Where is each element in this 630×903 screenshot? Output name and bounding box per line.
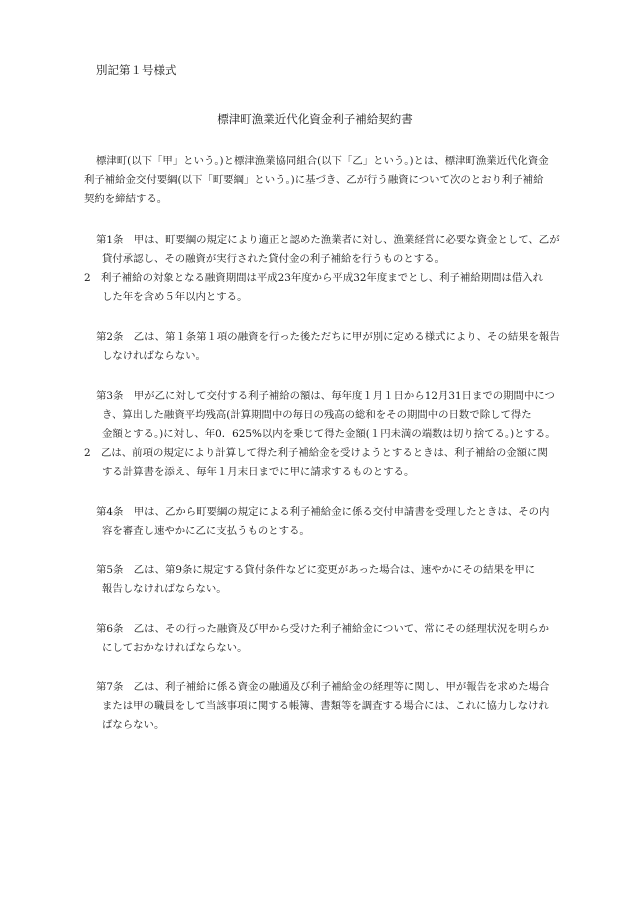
preamble-line: 契約を締結する。	[84, 193, 168, 205]
article-3	[84, 387, 574, 482]
article-4-line: 容を審査し速やかに乙に支払うものとする。	[102, 525, 310, 537]
article-1-line: 第1条 甲は、町要綱の規定により適正と認めた漁業者に対し、漁業経営に必要な資金として、乙が	[96, 234, 560, 246]
article-1-line: した年を含め５年以内とする。	[102, 291, 248, 303]
article-5-line: 報告しなければならない。	[102, 583, 227, 595]
preamble	[84, 152, 574, 209]
article-6-line: にしておかなければならない。	[102, 642, 248, 654]
article-6-line: 第6条 乙は、その行った融資及び甲から受けた利子補給金について、常にその経理状況を明らか	[96, 623, 549, 635]
article-7	[84, 678, 574, 735]
article-3-line: 第3条 甲が乙に対して交付する利子補給の額は、毎年度１月１日から12月31日までの期間中につ	[96, 390, 555, 402]
article-3-line: 金額とする。)に対し、年0．625%以内を乗じて得た金額(１円未満の端数は切り捨てる。)とする。	[102, 428, 556, 440]
preamble-line: 利子補給金交付要綱(以下「町要綱」という。)に基づき、乙が行う融資について次のとおり利子補給	[84, 174, 544, 186]
article-4	[84, 503, 574, 541]
article-3-line: 2 乙は、前項の規定により計算して得た利子補給金を受けようとするときは、利子補給の金額に関	[84, 447, 548, 459]
article-5-line: 第5条 乙は、第9条に規定する貸付条件などに変更があった場合は、速やかにその結果を甲に	[96, 564, 536, 576]
article-1-line: 2 利子補給の対象となる融資期間は平成23年度から平成32年度までとし、利子補給期間は借入れ	[84, 272, 544, 284]
document-title: 標津町漁業近代化資金利子補給契約書	[217, 112, 413, 126]
form-label: 別記第１号様式	[96, 63, 177, 77]
article-2	[84, 328, 574, 366]
article-7-line: または甲の職員をして当該事項に関する帳簿、書類等を調査する場合には、これに協力しなけれ	[102, 700, 549, 712]
article-6	[84, 620, 574, 658]
article-4-line: 第4条 甲は、乙から町要綱の規定による利子補給金に係る交付申請書を受理したときは、その内	[96, 506, 550, 518]
article-1-line: 貸付承認し、その融資が実行された貸付金の利子補給を行うものとする。	[102, 253, 445, 265]
article-2-line: 第2条 乙は、第１条第１項の融資を行った後ただちに甲が別に定める様式により、その結果を報告	[96, 331, 560, 343]
article-3-line: き、算出した融資平均残高(計算期間中の毎日の残高の総和をその期間中の日数で除して得た	[102, 409, 532, 421]
article-7-line: ばならない。	[102, 719, 165, 731]
article-7-line: 第7条 乙は、利子補給に係る資金の融通及び利子補給金の経理等に関し、甲が報告を求めた場合	[96, 681, 550, 693]
article-1	[84, 231, 574, 307]
article-2-line: しなければならない。	[102, 350, 206, 362]
preamble-line: 標津町(以下「甲」という。)と標津漁業協同組合(以下「乙」という。)とは、標津町漁業近代化資金	[96, 155, 549, 167]
article-5	[84, 561, 574, 599]
article-3-line: する計算書を添え、毎年１月末日までに甲に請求するものとする。	[102, 466, 415, 478]
